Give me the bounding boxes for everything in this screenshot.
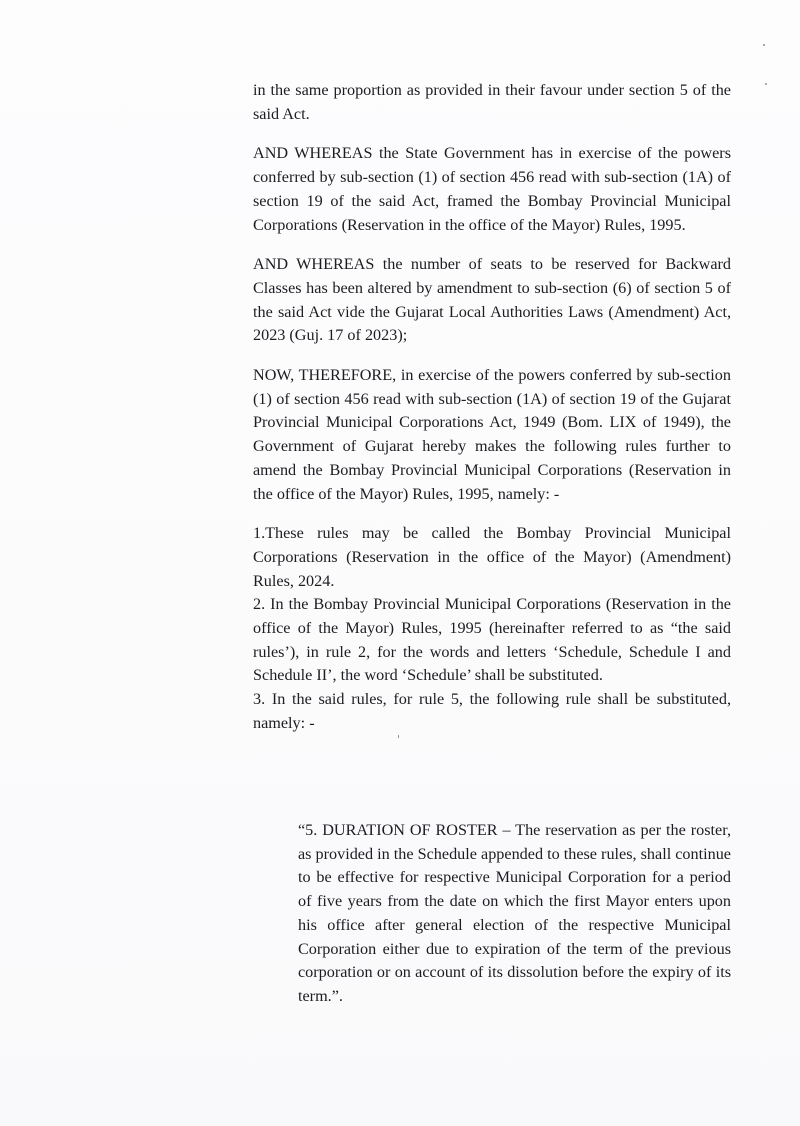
rule-3-substitution: 3. In the said rules, for rule 5, the following rule shall be substituted, namely: -	[253, 690, 731, 732]
quoted-rule-block	[298, 819, 731, 1009]
document-body	[253, 79, 731, 736]
paragraph-whereas-seats-altered: AND WHEREAS the number of seats to be reserved for Backward Classes has been altered by amendment to sub-section (6) of section 5 of the said Act vide the Gujarat Local Authorities Laws (Amendment) Act, 2023 (Guj. 17 of 2023);	[253, 255, 731, 345]
paragraph-now-therefore: NOW, THEREFORE, in exercise of the powers conferred by sub-section (1) of section 456 read with sub-section (1A) of section 19 of the Gujarat Provincial Municipal Corporations Act, 1949 (Bom. LIX of 1949), the Government of Gujarat hereby makes the following rules further to amend the Bombay Provincial Municipal Corporations (Reservation in the office of the Mayor) Rules, 1995, namely: -	[253, 366, 731, 503]
rule-2-amendment: 2. In the Bombay Provincial Municipal Corporations (Reservation in the office of the Mayor) Rules, 1995 (hereinafter referred to as “the said rules’), in rule 2, for the words and letters ‘Schedule, Schedule I and Schedule II’, the word ‘Schedule’ shall be substituted.	[253, 595, 731, 685]
rule-1-short-title: 1.These rules may be called the Bombay Provincial Municipal Corporations (Reservation in the office of the Mayor) (Amendment) Rules, 2024.	[253, 524, 731, 590]
paragraph-continuation: in the same proportion as provided in their favour under section 5 of the said Act.	[253, 81, 731, 123]
quoted-rule-5-duration-of-roster: “5. DURATION OF ROSTER – The reservation as per the roster, as provided in the Schedule appended to these rules, shall continue to be effective for respective Municipal Corporation for a period of five years from the date on which the first Mayor enters upon his office after general election of the respective Municipal Corporation either due to expiration of the term of the previous corporation or on account of its dissolution before the expiry of its term.”.	[298, 821, 731, 1005]
scan-speck	[763, 44, 765, 46]
paragraph-whereas-rules-framed: AND WHEREAS the State Government has in exercise of the powers conferred by sub-section (1) of section 456 read with sub-section (1A) of section 19 of the said Act, framed the Bombay Provincial Municipal Corporations (Reservation in the office of the Mayor) Rules, 1995.	[253, 144, 731, 234]
scan-speck	[765, 83, 767, 85]
scan-speck	[398, 735, 399, 738]
